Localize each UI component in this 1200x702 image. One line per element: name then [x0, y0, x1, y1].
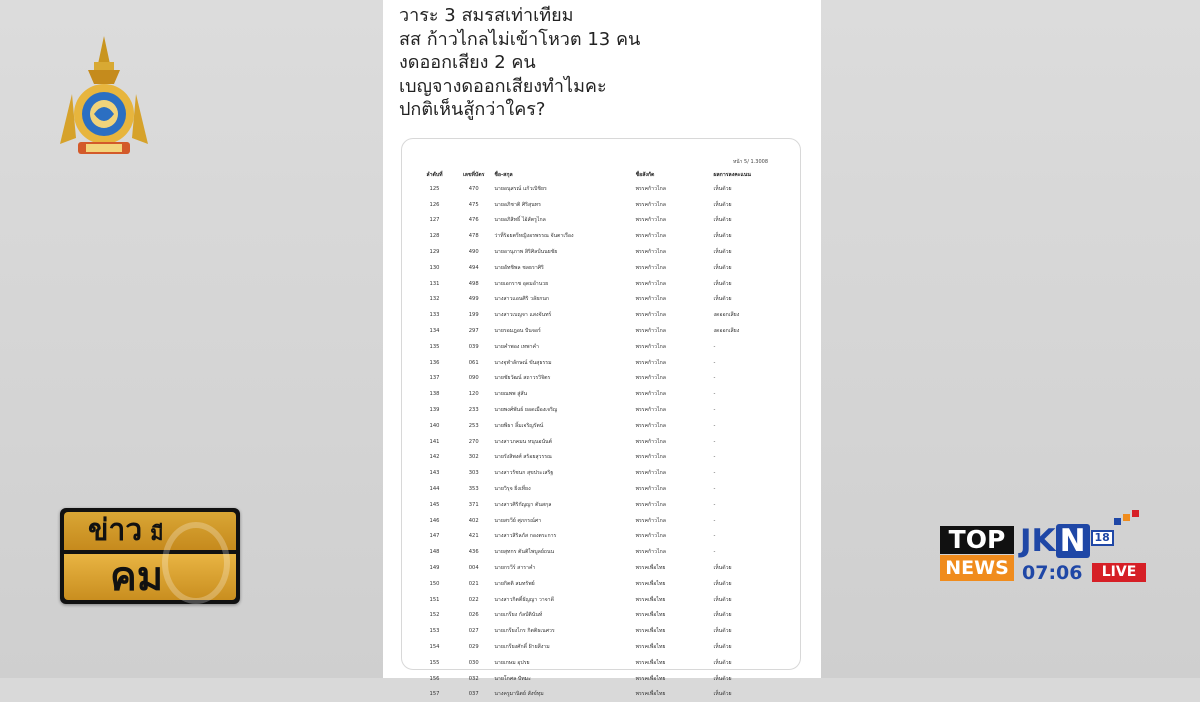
row-vote-result: - [711, 386, 784, 402]
row-vote-result: เห็นด้วย [711, 292, 784, 308]
row-vote-result: - [711, 497, 784, 513]
row-card-no: 476 [455, 213, 492, 229]
row-party: พรรคก้าวไกล [634, 292, 712, 308]
row-order: 129 [414, 244, 455, 260]
page-number: หน้า 5/ 1.3008 [733, 159, 768, 166]
live-badge: LIVE [1092, 563, 1146, 582]
table-row [414, 529, 784, 545]
row-vote-result: เห็นด้วย [711, 228, 784, 244]
row-card-no: 090 [455, 371, 492, 387]
row-name: นายรอมฎอน ปันจอร์ [492, 323, 633, 339]
table-row [414, 402, 784, 418]
tweet-panel [383, 0, 821, 678]
row-card-no: 353 [455, 481, 492, 497]
row-party: พรรคก้าวไกล [634, 371, 712, 387]
broadcast-time: 07:06 [1022, 562, 1082, 584]
row-vote-result: เห็นด้วย [711, 687, 784, 702]
caption-line: เบญจางดออกเสียงทำไมคะ [399, 75, 809, 99]
row-party: พรรคเพื่อไทย [634, 592, 712, 608]
row-name: นายณพพ สู่สัน [492, 386, 633, 402]
table-row [414, 323, 784, 339]
row-name: นางสาวสิริลภัส กองตระการ [492, 529, 633, 545]
table-row [414, 576, 784, 592]
row-card-no: 061 [455, 355, 492, 371]
row-vote-result: เห็นด้วย [711, 276, 784, 292]
top-news-news-text: NEWS [940, 555, 1014, 581]
table-row [414, 481, 784, 497]
jkn-n-text: N [1056, 524, 1090, 558]
row-party: พรรคเพื่อไทย [634, 576, 712, 592]
row-name: นายอภิชาติ ศิริสุนทร [492, 197, 633, 213]
logo-bottom-text: คม [110, 554, 163, 600]
row-party: พรรคก้าวไกล [634, 402, 712, 418]
table-row [414, 307, 784, 323]
khao-mee-khom-logo [60, 508, 240, 604]
row-name: นายคำพอง เทพาคำ [492, 339, 633, 355]
row-party: พรรคก้าวไกล [634, 450, 712, 466]
row-order: 146 [414, 513, 455, 529]
row-party: พรรคก้าวไกล [634, 497, 712, 513]
row-card-no: 499 [455, 292, 492, 308]
table-row [414, 639, 784, 655]
row-vote-result: เห็นด้วย [711, 576, 784, 592]
row-order: 135 [414, 339, 455, 355]
row-name: นายพงศ์พันธ์ ยอดเมืองเจริญ [492, 402, 633, 418]
row-order: 132 [414, 292, 455, 308]
row-order: 130 [414, 260, 455, 276]
royal-emblem-icon [58, 34, 150, 162]
row-card-no: 030 [455, 655, 492, 671]
row-card-no: 029 [455, 639, 492, 655]
row-vote-result: - [711, 465, 784, 481]
row-vote-result: - [711, 513, 784, 529]
header-party: ชื่อสังกัด [634, 169, 712, 181]
row-vote-result: เห็นด้วย [711, 197, 784, 213]
row-card-no: 402 [455, 513, 492, 529]
header-vote-result: ผลการลงคะแนน [711, 169, 784, 181]
table-row [414, 213, 784, 229]
row-vote-result: เห็นด้วย [711, 592, 784, 608]
table-header-row [414, 169, 784, 181]
row-order: 125 [414, 181, 455, 197]
row-vote-result: - [711, 339, 784, 355]
row-party: พรรคก้าวไกล [634, 260, 712, 276]
row-vote-result: - [711, 544, 784, 560]
table-row [414, 623, 784, 639]
row-vote-result: - [711, 450, 784, 466]
row-name: นายอภิสิทธิ์ ไอ้สัตรูไกล [492, 213, 633, 229]
row-order: 133 [414, 307, 455, 323]
table-row [414, 671, 784, 687]
row-vote-result: - [711, 434, 784, 450]
row-name: นางสาวภคมน หนุนอนันต์ [492, 434, 633, 450]
row-card-no: 498 [455, 276, 492, 292]
row-order: 148 [414, 544, 455, 560]
table-row [414, 292, 784, 308]
row-card-no: 490 [455, 244, 492, 260]
row-vote-result: เห็นด้วย [711, 623, 784, 639]
row-vote-result: - [711, 529, 784, 545]
row-order: 144 [414, 481, 455, 497]
row-card-no: 270 [455, 434, 492, 450]
row-party: พรรคก้าวไกล [634, 197, 712, 213]
row-order: 138 [414, 386, 455, 402]
table-row [414, 544, 784, 560]
row-name: นายโกศล ปัทมะ [492, 671, 633, 687]
row-order: 151 [414, 592, 455, 608]
row-vote-result: เห็นด้วย [711, 244, 784, 260]
jkn-logo [1020, 524, 1150, 558]
row-card-no: 297 [455, 323, 492, 339]
logo-top-text: ข่าว [88, 513, 142, 548]
row-name: นางสาวศิริกัญญา ตันสกุล [492, 497, 633, 513]
table-row [414, 260, 784, 276]
table-row [414, 228, 784, 244]
table-row [414, 687, 784, 702]
row-name: นายเกรียงไกร กิตติธเนศวร [492, 623, 633, 639]
table-row [414, 371, 784, 387]
row-party: พรรคก้าวไกล [634, 228, 712, 244]
jkn-jk-text: JK [1020, 523, 1056, 559]
row-vote-result: เห็นด้วย [711, 213, 784, 229]
tweet-caption [399, 4, 809, 122]
row-party: พรรคก้าวไกล [634, 307, 712, 323]
row-party: พรรคก้าวไกล [634, 513, 712, 529]
row-vote-result: - [711, 371, 784, 387]
row-party: พรรคก้าวไกล [634, 181, 712, 197]
row-card-no: 436 [455, 544, 492, 560]
row-card-no: 039 [455, 339, 492, 355]
row-name: นายกิตติ สมทรัพย์ [492, 576, 633, 592]
jkn-channel-number: 18 [1091, 530, 1114, 546]
row-name: นายวิรุจ ยิ่งเที่ยง [492, 481, 633, 497]
row-order: 126 [414, 197, 455, 213]
header-order: ลำดับที่ [414, 169, 455, 181]
row-card-no: 233 [455, 402, 492, 418]
row-vote-result: งดออกเสียง [711, 307, 784, 323]
row-order: 134 [414, 323, 455, 339]
row-party: พรรคเพื่อไทย [634, 608, 712, 624]
row-card-no: 026 [455, 608, 492, 624]
row-order: 157 [414, 687, 455, 702]
row-vote-result: - [711, 402, 784, 418]
row-name: นางสาวกิตติ์ธัญญา วาจาดี [492, 592, 633, 608]
row-vote-result: - [711, 481, 784, 497]
table-row [414, 244, 784, 260]
table-row [414, 513, 784, 529]
row-name: นายพีธา ลิ้มเจริญรัตน์ [492, 418, 633, 434]
row-vote-result: - [711, 355, 784, 371]
row-order: 136 [414, 355, 455, 371]
header-card-no: เลขที่บัตร [455, 169, 492, 181]
row-order: 153 [414, 623, 455, 639]
row-card-no: 004 [455, 560, 492, 576]
row-order: 155 [414, 655, 455, 671]
row-party: พรรคเพื่อไทย [634, 639, 712, 655]
row-party: พรรคก้าวไกล [634, 213, 712, 229]
row-name: นายสรวีย์ ศุภกรณ์ศา [492, 513, 633, 529]
row-card-no: 037 [455, 687, 492, 702]
row-card-no: 120 [455, 386, 492, 402]
row-card-no: 022 [455, 592, 492, 608]
logo-small-text: มี [150, 521, 163, 545]
row-party: พรรคเพื่อไทย [634, 560, 712, 576]
row-name: นางสาวรัชนก สุขประเสริฐ [492, 465, 633, 481]
row-party: พรรคก้าวไกล [634, 544, 712, 560]
caption-line: สส ก้าวไกลไม่เข้าโหวต 13 คน [399, 28, 809, 52]
table-row [414, 592, 784, 608]
channel-logo-area [940, 520, 1150, 584]
row-name: นายอนุสรณ์ แก้วเบิชิยร [492, 181, 633, 197]
row-card-no: 302 [455, 450, 492, 466]
row-party: พรรคเพื่อไทย [634, 623, 712, 639]
row-order: 149 [414, 560, 455, 576]
row-card-no: 475 [455, 197, 492, 213]
header-name: ชื่อ-สกุล [492, 169, 633, 181]
row-name: นายอานุภาพ สิริศิลป์นนยชัย [492, 244, 633, 260]
table-row [414, 197, 784, 213]
row-party: พรรคก้าวไกล [634, 481, 712, 497]
row-party: พรรคเพื่อไทย [634, 687, 712, 702]
row-name: นายกรวีร์ สาราคำ [492, 560, 633, 576]
row-name: นายสุทกร ตันติไพบูลย์ถนน [492, 544, 633, 560]
table-row [414, 560, 784, 576]
row-card-no: 478 [455, 228, 492, 244]
row-name: นางสาวเบญจา แสงจันทร์ [492, 307, 633, 323]
table-row [414, 450, 784, 466]
row-name: นางจุฬาลักษณ์ ขันสุธรรม [492, 355, 633, 371]
row-card-no: 421 [455, 529, 492, 545]
row-party: พรรคก้าวไกล [634, 276, 712, 292]
row-party: พรรคก้าวไกล [634, 323, 712, 339]
row-order: 154 [414, 639, 455, 655]
row-card-no: 253 [455, 418, 492, 434]
row-order: 140 [414, 418, 455, 434]
table-row [414, 339, 784, 355]
row-party: พรรคก้าวไกล [634, 355, 712, 371]
table-row [414, 276, 784, 292]
row-name: นางสาวแอนศิริ วลัยกนก [492, 292, 633, 308]
row-order: 139 [414, 402, 455, 418]
table-row [414, 655, 784, 671]
row-vote-result: งดออกเสียง [711, 323, 784, 339]
row-order: 142 [414, 450, 455, 466]
row-order: 127 [414, 213, 455, 229]
row-order: 147 [414, 529, 455, 545]
row-vote-result: เห็นด้วย [711, 655, 784, 671]
row-card-no: 303 [455, 465, 492, 481]
caption-line: วาระ 3 สมรสเท่าเทียม [399, 4, 809, 28]
row-name: นางครูมานิตย์ สังข์ทุม [492, 687, 633, 702]
table-row [414, 386, 784, 402]
row-name: นายชัยวัฒน์ สถาวรวิจิตร [492, 371, 633, 387]
row-name: นายอัทชิพล ชลธราศิริ [492, 260, 633, 276]
row-vote-result: เห็นด้วย [711, 608, 784, 624]
top-news-top-text: TOP [940, 526, 1014, 554]
row-order: 141 [414, 434, 455, 450]
row-vote-result: เห็นด้วย [711, 181, 784, 197]
row-party: พรรคก้าวไกล [634, 465, 712, 481]
row-name: นายเกรียงศักดิ์ ฝ้ายสีงาม [492, 639, 633, 655]
row-name: นายเกรียง กัลป์ตินันท์ [492, 608, 633, 624]
row-order: 156 [414, 671, 455, 687]
row-order: 143 [414, 465, 455, 481]
row-name: นายเกษม อุปรย [492, 655, 633, 671]
row-order: 150 [414, 576, 455, 592]
row-card-no: 199 [455, 307, 492, 323]
vote-table [414, 169, 784, 702]
row-vote-result: เห็นด้วย [711, 671, 784, 687]
row-party: พรรคก้าวไกล [634, 434, 712, 450]
table-body [414, 181, 784, 702]
row-card-no: 371 [455, 497, 492, 513]
vote-document-image[interactable] [401, 138, 801, 670]
top-news-logo [940, 526, 1014, 582]
row-order: 152 [414, 608, 455, 624]
row-name: นายรังสิพงศ์ สร้อยสุวรรณ [492, 450, 633, 466]
row-order: 145 [414, 497, 455, 513]
caption-line: งดออกเสียง 2 คน [399, 51, 809, 75]
row-name: นายเอกราช อุดมอำนวย [492, 276, 633, 292]
table-row [414, 181, 784, 197]
row-party: พรรคก้าวไกล [634, 418, 712, 434]
row-vote-result: เห็นด้วย [711, 639, 784, 655]
row-party: พรรคก้าวไกล [634, 339, 712, 355]
table-row [414, 608, 784, 624]
table-row [414, 497, 784, 513]
row-order: 128 [414, 228, 455, 244]
row-vote-result: เห็นด้วย [711, 260, 784, 276]
row-card-no: 021 [455, 576, 492, 592]
table-row [414, 418, 784, 434]
caption-line: ปกติเห็นสู้กว่าใคร? [399, 98, 809, 122]
table-row [414, 465, 784, 481]
row-order: 137 [414, 371, 455, 387]
row-vote-result: เห็นด้วย [711, 560, 784, 576]
table-row [414, 355, 784, 371]
row-order: 131 [414, 276, 455, 292]
swirl-icon [162, 522, 230, 604]
row-name: ว่าที่ร้อยตรีหญิงอรพรรณ จันตาเรือง [492, 228, 633, 244]
row-party: พรรคก้าวไกล [634, 386, 712, 402]
row-card-no: 032 [455, 671, 492, 687]
row-party: พรรคก้าวไกล [634, 244, 712, 260]
row-party: พรรคก้าวไกล [634, 529, 712, 545]
row-card-no: 494 [455, 260, 492, 276]
row-card-no: 027 [455, 623, 492, 639]
row-party: พรรคเพื่อไทย [634, 655, 712, 671]
row-vote-result: - [711, 418, 784, 434]
table-row [414, 434, 784, 450]
row-party: พรรคเพื่อไทย [634, 671, 712, 687]
row-card-no: 470 [455, 181, 492, 197]
